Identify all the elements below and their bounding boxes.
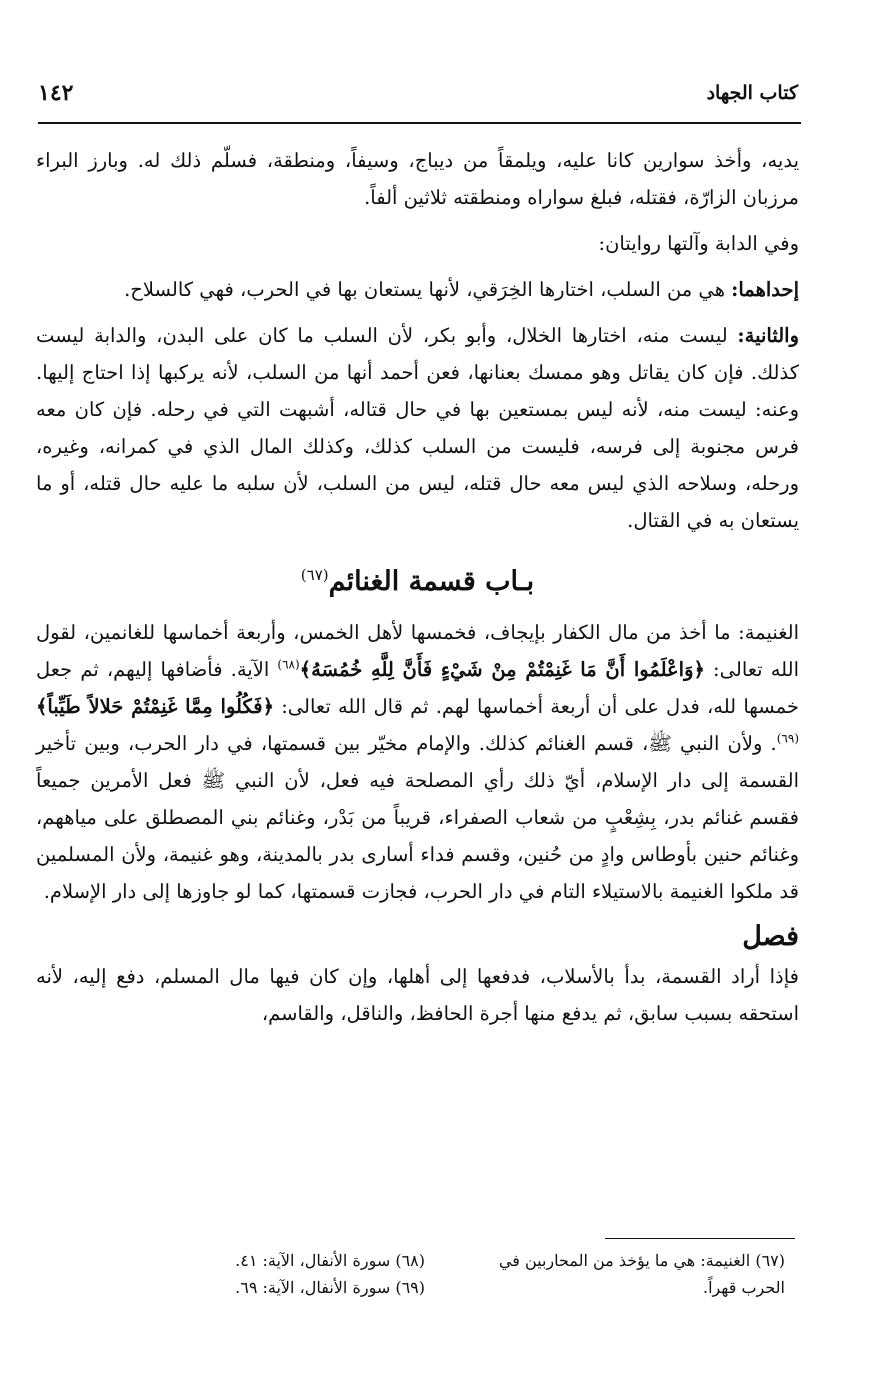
paragraph-first-narration (36, 271, 799, 308)
section-heading (36, 555, 799, 602)
chapter-title: كتاب الجهاد (706, 82, 798, 104)
footnote-69: (٦٩) سورة الأنفال، الآية: ٦٩. (235, 1278, 425, 1297)
footnote-ref-68: (٦٨) (277, 657, 300, 672)
paragraph-two-narrations: وفي الدابة وآلتها روايتان: (598, 232, 799, 255)
ghanima-mid: الآية. فأضافها إليهم، ثم جعل خمسها لله، فدل على أن أربعة أخماسها لهم. ثم قال الله تعالى: (36, 658, 799, 718)
first-narration-term: إحداهما: (731, 278, 799, 301)
page-number: ١٤٢ (38, 80, 74, 106)
paragraph-fasl: فإذا أراد القسمة، بدأ بالأسلاب، فدفعها إلى أهلها، وإن كان فيها مال المسلم، دفع إليه، لأنه استحقه بسبب سابق، ثم يدفع منها أجرة الحافظ، والناقل، والقاسم، (36, 965, 799, 1025)
section-heading-note: (٦٧) (300, 566, 329, 584)
second-narration-text: ليست منه، اختارها الخلال، وأبو بكر، لأن السلب ما كان على البدن، والدابة ليست كذلك. فإن كان يقاتل وهو ممسك بعنانها، فعن أحمد أنها من السلب، لأنه يركبها إذا احتاج إليها. وعنه: ليست منه، لأنه ليس بمستعين بها في حال قتاله، أشبهت التي في رحله. فإن كان معه فرس مجنوبة إلى فرسه، فليست من السلب كذلك، وكذلك المال الذي في كمرانه، وغيره، ورحله، وسلاحه الذي ليس معه حال قتله، ليس من السلب، لأن سلبه ما عليه حال قتله، أو ما يستعان به في القتال. (36, 324, 799, 532)
footnote-ref-69: (٦٩) (776, 731, 799, 746)
paragraph-second-narration (36, 317, 799, 539)
footnotes-right-column (455, 1247, 785, 1301)
ghanima-rest: . ولأن النبي ﷺ، قسم الغنائم كذلك. والإمام مخيّر بين قسمتها، في دار الحرب، وبين تأخير القسمة إلى دار الإسلام، أيّ ذلك رأي المصلحة فيه فعل، لأن النبي ﷺ فعل الأمرين جميعاً فقسم غنائم بدر، بِشِعْبٍ من شعاب الصفراء، قريباً من بَدْر، وغنائم بني المصطلق على مياههم، وغنائم حنين بأوطاس وادٍ من حُنين، وقسم فداء أسارى بدر بالمدينة، وهو غنيمة، ولأن المسلمين قد ملكوا الغنيمة بالاستيلاء التام في دار الحرب، فجازت قسمتها، كما لو جاوزها إلى دار الإسلام. (36, 732, 799, 903)
quran-verse-1: ﴿وَاعْلَمُوا أَنَّ مَا غَنِمْتُمْ مِنْ شَيْءٍ فَأَنَّ لِلَّهِ خُمُسَهُ﴾ (299, 658, 705, 681)
footnote-68: (٦٨) سورة الأنفال، الآية: ٤١. (235, 1251, 425, 1270)
page-header (38, 78, 798, 108)
footnotes-left-column (140, 1247, 425, 1301)
fasl-heading: فصل (742, 921, 799, 952)
section-heading-text: بـاب قسمة الغنائم (328, 566, 535, 597)
footnote-67: (٦٧) الغنيمة: هي ما يؤخذ من المحاربين في الحرب قهراً. (498, 1251, 785, 1297)
footnote-divider (605, 1238, 795, 1239)
footnotes (140, 1247, 785, 1301)
second-narration-term: والثانية: (737, 324, 799, 347)
quran-verse-2: ﴿فَكُلُوا مِمَّا غَنِمْتُمْ حَلالاً طَيِّباً﴾ (36, 695, 275, 718)
main-text (36, 142, 799, 1032)
paragraph-ghanima (36, 614, 799, 910)
header-divider (38, 122, 801, 124)
paragraph-opening: يديه، وأخذ سوارين كانا عليه، ويلمقاً من ديباج، وسيفاً، ومنطقة، فسلّم ذلك له. وبارز البراء مرزبان الزارّة، فقتله، فبلغ سواراه ومنطقته ثلاثين ألفاً. (36, 149, 799, 209)
first-narration-text: هي من السلب، اختارها الخِرَقي، لأنها يستعان بها في الحرب، فهي كالسلاح. (124, 278, 732, 301)
ghanima-intro: الغنيمة: ما أخذ من مال الكفار بإيجاف، فخمسها لأهل الخمس، وأربعة أخماسها للغانمين، لقول الله تعالى: (36, 621, 799, 681)
